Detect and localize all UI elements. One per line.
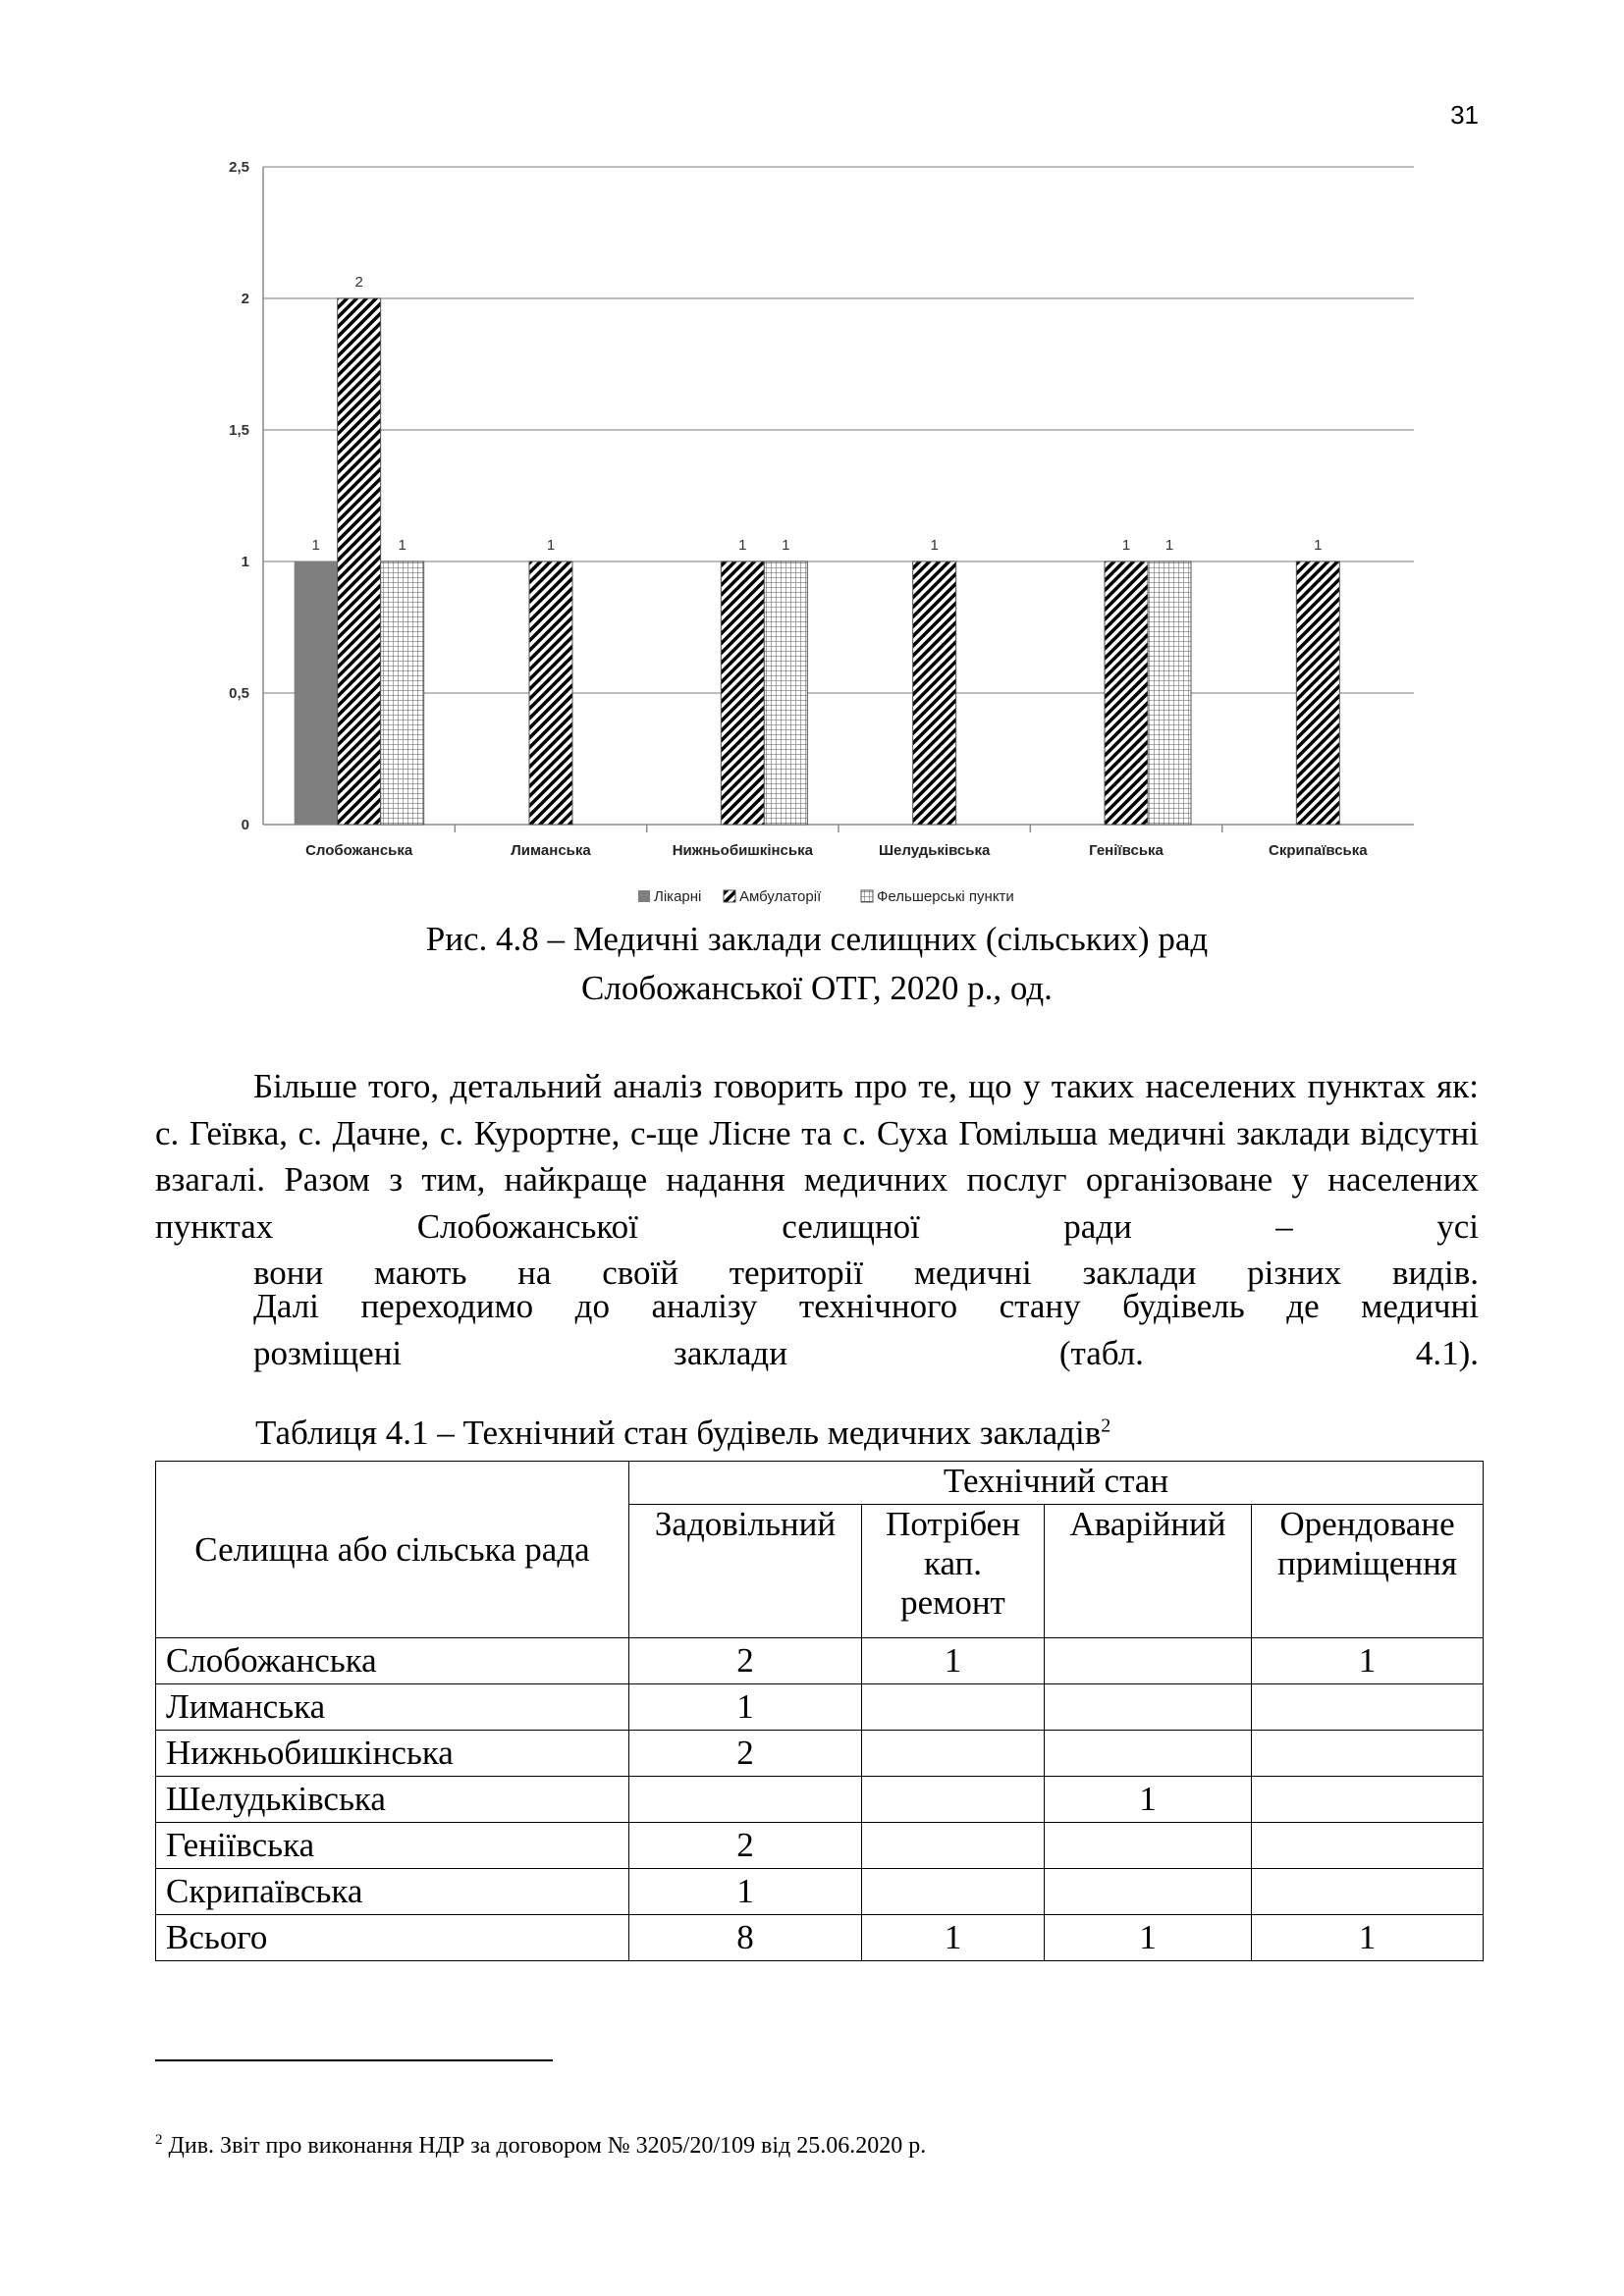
table-row (156, 1823, 1484, 1869)
footnote-mark: 2 (155, 2132, 163, 2148)
table-cell: 2 (629, 1638, 862, 1684)
group-header: Технічний стан (629, 1462, 1484, 1505)
legend-label: Лікарні (654, 888, 702, 905)
y-tick-label: 1,5 (229, 422, 249, 439)
footnote-reference: 2 (1101, 1415, 1111, 1437)
table-cell (1252, 1869, 1484, 1915)
table-cell: 1 (862, 1915, 1045, 1961)
bar (721, 561, 764, 825)
y-tick-label: 2 (241, 291, 249, 307)
data-label: 1 (398, 537, 406, 554)
data-label: 1 (311, 537, 320, 554)
figure-caption-line2: Слобожанської ОТГ, 2020 р., од. (581, 969, 1053, 1007)
paragraph-2-line: розміщені заклади (табл. 4.1). (253, 1333, 1479, 1372)
bar (295, 561, 338, 825)
page-number: 31 (1450, 100, 1479, 130)
table-title-text: Таблиця 4.1 – Технічний стан будівель медичних закладів (255, 1414, 1102, 1452)
footnote-separator (155, 2059, 553, 2061)
table-cell (862, 1823, 1045, 1869)
y-tick-label: 0 (241, 817, 249, 833)
table-cell (862, 1684, 1045, 1731)
table-cell (1252, 1823, 1484, 1869)
table-cell: 1 (1252, 1915, 1484, 1961)
row-name: Геніївська (156, 1823, 629, 1869)
table-cell: 1 (1252, 1638, 1484, 1684)
paragraph-1-line: Більше того, детальний аналіз говорить про те, що у таких населених (253, 1067, 1297, 1105)
data-label: 1 (930, 537, 939, 554)
row-name: Всього (156, 1915, 629, 1961)
table-cell: 1 (1045, 1777, 1252, 1823)
table-cell (1045, 1731, 1252, 1777)
paragraph-1-line: пунктах як: с. Геївка, с. Дачне, с. Курортне, с-ще Лісне та с. Суха Гомільша (155, 1067, 1480, 1152)
table-cell (629, 1777, 862, 1823)
bar (338, 298, 381, 825)
table-row (156, 1638, 1484, 1684)
table-title (255, 1414, 1110, 1453)
technical-state-table (155, 1461, 1484, 1961)
bar (1296, 561, 1339, 825)
data-label: 2 (354, 274, 363, 291)
table-row (156, 1731, 1484, 1777)
y-tick-label: 0,5 (229, 685, 249, 702)
paragraph-1-line: вони мають на своїй території медичні заклади різних видів. (253, 1254, 1479, 1292)
table-cell: 1 (1045, 1915, 1252, 1961)
table-cell: 2 (629, 1823, 862, 1869)
paragraph-2 (155, 1283, 1479, 1376)
paragraph-1 (155, 1063, 1479, 1297)
table-cell (862, 1869, 1045, 1915)
row-name: Слобожанська (156, 1638, 629, 1684)
legend-label: Амбулаторії (739, 888, 822, 905)
x-tick-label: Нижньобишкінська (672, 842, 813, 859)
table-cell (862, 1777, 1045, 1823)
paragraph-1-line: послуг організоване у населених пунктах Слобожанської селищної ради – усі (155, 1160, 1480, 1246)
row-name: Нижньобишкінська (156, 1731, 629, 1777)
bar (764, 561, 807, 825)
table-cell (1045, 1638, 1252, 1684)
table-row (156, 1869, 1484, 1915)
column-header: Потрібен кап. ремонт (862, 1505, 1045, 1638)
table-cell (1252, 1777, 1484, 1823)
table-cell: 1 (629, 1869, 862, 1915)
row-name: Лиманська (156, 1684, 629, 1731)
data-label: 1 (546, 537, 556, 554)
footnote (155, 2132, 926, 2160)
bar-chart (196, 145, 1434, 921)
table-cell (1045, 1684, 1252, 1731)
y-tick-label: 1 (241, 554, 249, 570)
column-header: Задовільний (629, 1505, 862, 1638)
table-row (156, 1777, 1484, 1823)
bar (1105, 561, 1148, 825)
row-name: Шелудьківська (156, 1777, 629, 1823)
figure-caption-line1: Рис. 4.8 – Медичні заклади селищних (сільських) рад (425, 920, 1209, 958)
legend-swatch (724, 890, 735, 902)
footnote-text: Див. Звіт про виконання НДР за договором № 3205/20/109 від 25.06.2020 р. (162, 2133, 927, 2159)
table-cell: 8 (629, 1915, 862, 1961)
data-label: 1 (782, 537, 790, 554)
data-label: 1 (1314, 537, 1323, 554)
data-label: 1 (738, 537, 747, 554)
row-name: Скрипаївська (156, 1869, 629, 1915)
legend-swatch (638, 890, 650, 902)
bar (913, 561, 956, 825)
data-label: 1 (1121, 537, 1131, 554)
table-cell (1045, 1869, 1252, 1915)
legend-label: Фельшерські пункти (877, 888, 1014, 905)
y-tick-label: 2,5 (229, 159, 249, 176)
x-tick-label: Скрипаївська (1269, 842, 1368, 859)
x-tick-label: Слобожанська (305, 842, 413, 859)
table-cell (862, 1731, 1045, 1777)
table-cell: 2 (629, 1731, 862, 1777)
row-header: Селищна або сільська рада (156, 1462, 629, 1638)
table-row-total (156, 1915, 1484, 1961)
table-cell: 1 (629, 1684, 862, 1731)
table-row (156, 1684, 1484, 1731)
table-cell (1045, 1823, 1252, 1869)
column-header: Орендоване приміщення (1252, 1505, 1484, 1638)
bar (1148, 561, 1191, 825)
paragraph-1-line: медичні заклади відсутні взагалі. Разом з тим, найкраще надання медичних (155, 1113, 1479, 1199)
table-cell (1252, 1731, 1484, 1777)
bar (381, 561, 424, 825)
data-label: 1 (1164, 537, 1174, 554)
table-cell: 1 (862, 1638, 1045, 1684)
legend-swatch (861, 890, 873, 902)
x-tick-label: Шелудьківська (878, 842, 991, 859)
x-tick-label: Лиманська (511, 842, 591, 859)
paragraph-2-line: Далі переходимо до аналізу технічного стану будівель де медичні (253, 1287, 1479, 1325)
column-header: Аварійний (1045, 1505, 1252, 1638)
table-cell (1252, 1684, 1484, 1731)
x-tick-label: Геніївська (1089, 842, 1164, 859)
bar (529, 561, 572, 825)
